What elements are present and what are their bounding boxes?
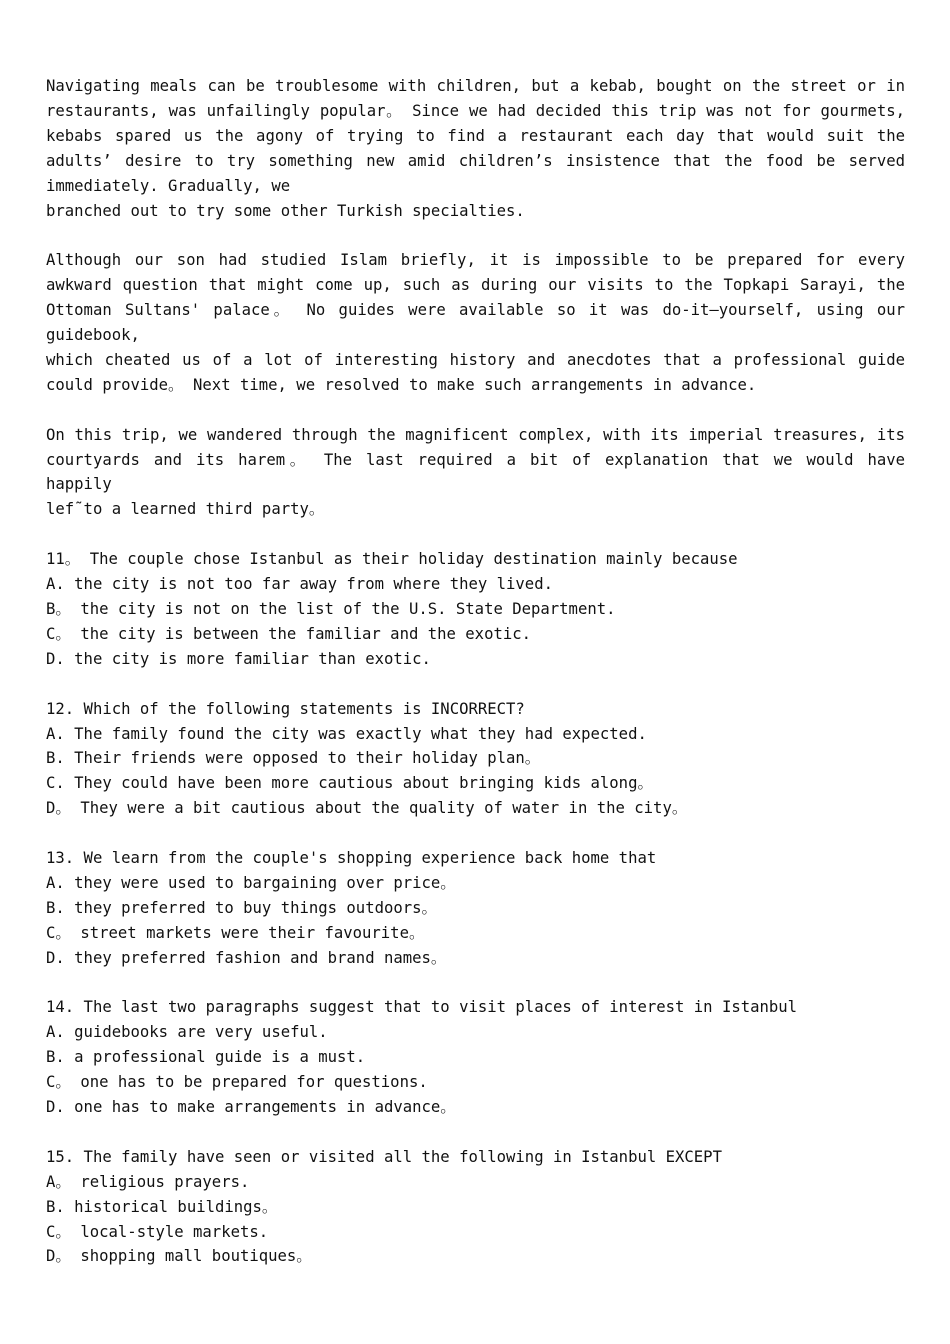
passage-paragraph bbox=[46, 74, 905, 223]
question-stem: 13. We learn from the couple's shopping experience back home that bbox=[46, 849, 657, 868]
answer-option: A. The family found the city was exactly what they had expected. bbox=[46, 724, 647, 743]
passage-paragraph bbox=[46, 423, 905, 523]
paragraph-line: immediately. Gradually, we bbox=[46, 176, 291, 195]
question-stem: 14. The last two paragraphs suggest that to visit places of interest in Istanbul bbox=[46, 998, 798, 1017]
question-block bbox=[46, 995, 905, 1120]
passage-paragraph bbox=[46, 248, 905, 397]
answer-option: B. historical buildings。 bbox=[46, 1197, 278, 1216]
answer-option: A. the city is not too far away from where they lived. bbox=[46, 575, 553, 594]
answer-option: D。 They were a bit cautious about the quality of water in the city。 bbox=[46, 799, 688, 818]
paragraph-line: On this trip, we wandered through the magnificent complex, with its imperial treasures, its bbox=[46, 425, 905, 444]
paragraph-line: kebabs spared us the agony of trying to find a restaurant each day that would suit the bbox=[46, 126, 905, 145]
paragraph-line: could provide。 Next time, we resolved to make such arrangements in advance. bbox=[46, 375, 757, 394]
paragraph-line: Navigating meals can be troublesome with children, but a kebab, bought on the street or in bbox=[46, 77, 905, 95]
answer-option: D. the city is more familiar than exotic. bbox=[46, 649, 431, 668]
question-block bbox=[46, 697, 905, 822]
paragraph-line: Although our son had studied Islam briefly, it is impossible to be prepared for every bbox=[46, 251, 905, 270]
question-stem: 12. Which of the following statements is INCORRECT? bbox=[46, 699, 525, 718]
answer-option: C. They could have been more cautious about bringing kids along。 bbox=[46, 774, 654, 793]
question-block bbox=[46, 547, 905, 672]
question-stem: 15. The family have seen or visited all the following in Istanbul EXCEPT bbox=[46, 1147, 722, 1166]
answer-option: B。 the city is not on the list of the U.S. State Department. bbox=[46, 599, 616, 618]
paragraph-line: restaurants, was unfailingly popular。 Since we had decided this trip was not for gourmets, bbox=[46, 101, 905, 120]
answer-option: A. they were used to bargaining over price。 bbox=[46, 873, 456, 892]
paragraph-line: which cheated us of a lot of interesting history and anecdotes that a professional guide bbox=[46, 350, 905, 369]
answer-option: A. guidebooks are very useful. bbox=[46, 1023, 328, 1042]
answer-option: A。 religious prayers. bbox=[46, 1172, 250, 1191]
answer-option: C。 the city is between the familiar and the exotic. bbox=[46, 624, 532, 643]
paragraph-line: guidebook, bbox=[46, 326, 140, 345]
answer-option: D。 shopping mall boutiques。 bbox=[46, 1247, 312, 1266]
paragraph-line: awkward question that might come up, such as during our visits to the Topkapi Sarayi, the bbox=[46, 276, 905, 295]
paragraph-line: lef˜to a learned third party。 bbox=[46, 500, 325, 519]
question-block bbox=[46, 1145, 905, 1270]
answer-option: B. a professional guide is a must. bbox=[46, 1048, 366, 1067]
question-block bbox=[46, 846, 905, 971]
passage bbox=[46, 74, 905, 522]
paragraph-line: branched out to try some other Turkish specialties. bbox=[46, 201, 525, 220]
answer-option: D. they preferred fashion and brand names。 bbox=[46, 948, 447, 967]
answer-option: B. Their friends were opposed to their holiday plan。 bbox=[46, 749, 541, 768]
paragraph-line: Ottoman Sultans' palace。 No guides were available so it was do-it—yourself, using our bbox=[46, 301, 905, 320]
paragraph-line: courtyards and its harem。 The last required a bit of explanation that we would have happily bbox=[46, 450, 905, 494]
answer-option: C。 street markets were their favourite。 bbox=[46, 923, 425, 942]
question-list bbox=[46, 547, 905, 1269]
answer-option: D. one has to make arrangements in advance。 bbox=[46, 1098, 456, 1117]
question-stem: 11。 The couple chose Istanbul as their holiday destination mainly because bbox=[46, 550, 738, 569]
answer-option: B. they preferred to buy things outdoors。 bbox=[46, 898, 438, 917]
answer-option: C。 local-style markets. bbox=[46, 1222, 269, 1241]
answer-option: C。 one has to be prepared for questions. bbox=[46, 1073, 428, 1092]
paragraph-line: adults’ desire to try something new amid children’s insistence that the food be served bbox=[46, 151, 905, 170]
